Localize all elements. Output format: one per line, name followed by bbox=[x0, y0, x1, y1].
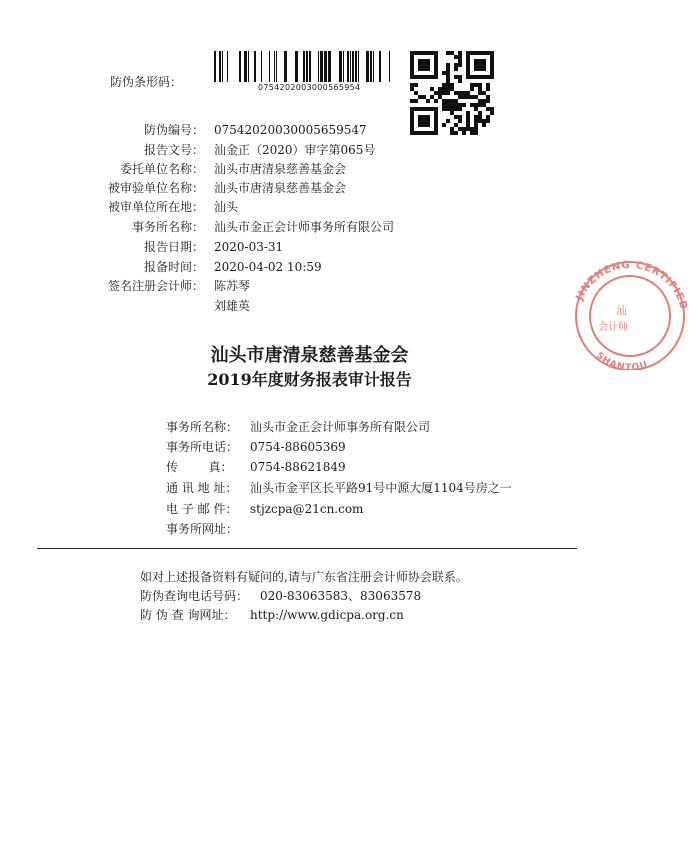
qr-module bbox=[430, 75, 434, 79]
qr-module bbox=[470, 131, 474, 135]
qr-module bbox=[410, 55, 414, 59]
qr-module bbox=[458, 115, 462, 119]
info-value-report-date: 2020-03-31 bbox=[214, 240, 284, 254]
qr-module bbox=[442, 123, 446, 127]
barcode-bar bbox=[295, 51, 298, 82]
qr-module bbox=[490, 55, 494, 59]
qr-module bbox=[458, 95, 462, 99]
qr-module bbox=[410, 131, 414, 135]
qr-module bbox=[434, 51, 438, 55]
info-value-audited-entity: 汕头市唐清泉慈善基金会 bbox=[214, 181, 347, 195]
qr-module bbox=[430, 51, 434, 55]
qr-module bbox=[434, 127, 438, 131]
qr-module bbox=[422, 67, 426, 71]
qr-module bbox=[482, 67, 486, 71]
barcode-bar bbox=[366, 51, 369, 82]
qr-module bbox=[426, 75, 430, 79]
qr-module bbox=[458, 75, 462, 79]
qr-module bbox=[426, 63, 430, 67]
qr-module bbox=[410, 51, 414, 55]
qr-module bbox=[454, 131, 458, 135]
qr-module bbox=[466, 111, 470, 115]
qr-module bbox=[478, 59, 482, 63]
qr-module bbox=[450, 107, 454, 111]
qr-module bbox=[418, 59, 422, 63]
firm-label-website: 事务所网址： bbox=[166, 522, 239, 536]
barcode-bar bbox=[328, 51, 331, 82]
qr-module bbox=[486, 99, 490, 103]
qr-module bbox=[418, 67, 422, 71]
qr-module bbox=[458, 107, 462, 111]
qr-module bbox=[414, 99, 418, 103]
qr-module bbox=[422, 115, 426, 119]
qr-module bbox=[430, 87, 434, 91]
qr-module bbox=[430, 107, 434, 111]
qr-module bbox=[434, 119, 438, 123]
barcode-bar bbox=[370, 51, 372, 82]
barcode-bar bbox=[352, 51, 354, 82]
info-label-audited-entity: 被审验单位名称： bbox=[107, 181, 204, 195]
barcode-bar bbox=[261, 51, 262, 82]
qr-module bbox=[474, 131, 478, 135]
info-value-anti-fake-number: 07542020030005659547 bbox=[214, 123, 367, 137]
qr-module bbox=[418, 115, 422, 119]
qr-module bbox=[474, 51, 478, 55]
qr-module bbox=[458, 127, 462, 131]
qr-module bbox=[442, 83, 446, 87]
qr-module bbox=[410, 87, 414, 91]
qr-module bbox=[446, 91, 450, 95]
qr-module bbox=[434, 75, 438, 79]
qr-module bbox=[426, 115, 430, 119]
qr-module bbox=[478, 91, 482, 95]
qr-module bbox=[482, 91, 486, 95]
qr-module bbox=[426, 99, 430, 103]
qr-module bbox=[422, 51, 426, 55]
qr-module bbox=[490, 111, 494, 115]
qr-module bbox=[462, 103, 466, 107]
qr-module bbox=[434, 99, 438, 103]
qr-module bbox=[434, 131, 438, 135]
qr-module bbox=[466, 55, 470, 59]
info-label-report-number: 报告文号： bbox=[143, 143, 204, 157]
qr-module bbox=[490, 59, 494, 63]
qr-module bbox=[458, 119, 462, 123]
info-value-report-number: 汕金正（2020）审字第065号 bbox=[214, 143, 376, 157]
qr-module bbox=[418, 131, 422, 135]
barcode-bar bbox=[343, 51, 344, 82]
qr-module bbox=[478, 51, 482, 55]
qr-module bbox=[474, 107, 478, 111]
qr-module bbox=[422, 119, 426, 123]
firm-label-email: 电 子 邮 件： bbox=[166, 502, 238, 516]
qr-module bbox=[474, 63, 478, 67]
qr-module bbox=[438, 87, 442, 91]
qr-module bbox=[478, 115, 482, 119]
barcode-bar bbox=[222, 51, 223, 82]
qr-module bbox=[474, 67, 478, 71]
qr-module bbox=[426, 67, 430, 71]
qr-module bbox=[458, 63, 462, 67]
stamp-arc-text: JINZHENG CERTIFIED bbox=[574, 260, 690, 312]
qr-module bbox=[462, 131, 466, 135]
qr-module bbox=[478, 63, 482, 67]
seal-stamp bbox=[560, 260, 690, 370]
qr-module bbox=[470, 87, 474, 91]
info-value-signing-cpa-1: 陈苏琴 bbox=[214, 279, 251, 293]
qr-module bbox=[454, 55, 458, 59]
section-divider bbox=[37, 548, 577, 549]
qr-module bbox=[462, 95, 466, 99]
info-value-entity-location: 汕头 bbox=[214, 200, 239, 214]
qr-module bbox=[458, 91, 462, 95]
qr-module bbox=[466, 119, 470, 123]
firm-label-phone: 事务所电话： bbox=[166, 440, 239, 454]
qr-module bbox=[446, 63, 450, 67]
qr-module bbox=[466, 71, 470, 75]
barcode-bar bbox=[306, 51, 308, 82]
barcode-bar bbox=[350, 51, 351, 82]
qr-module bbox=[454, 75, 458, 79]
qr-module bbox=[474, 115, 478, 119]
qr-module bbox=[430, 95, 434, 99]
qr-module bbox=[418, 107, 422, 111]
qr-module bbox=[466, 95, 470, 99]
qr-module bbox=[442, 107, 446, 111]
qr-module bbox=[410, 127, 414, 131]
info-label-entity-location: 被审单位所在地： bbox=[107, 200, 204, 214]
qr-module bbox=[466, 75, 470, 79]
barcode-label: 防伪条形码： bbox=[110, 75, 183, 89]
qr-module bbox=[442, 71, 446, 75]
qr-module bbox=[422, 107, 426, 111]
info-label-report-date: 报告日期： bbox=[143, 240, 204, 254]
qr-module bbox=[410, 99, 414, 103]
info-value-client-name: 汕头市唐清泉慈善基金会 bbox=[214, 162, 347, 176]
firm-value-phone: 0754-88605369 bbox=[250, 440, 346, 454]
barcode-bar bbox=[269, 51, 270, 82]
qr-module bbox=[414, 51, 418, 55]
qr-module bbox=[482, 51, 486, 55]
qr-module bbox=[418, 75, 422, 79]
barcode-bar bbox=[284, 51, 287, 82]
barcode-bar bbox=[347, 51, 349, 82]
info-label-signing-cpa: 签名注册会计师： bbox=[107, 279, 204, 293]
qr-module bbox=[454, 63, 458, 67]
barcode-bar bbox=[254, 51, 256, 82]
qr-module bbox=[490, 67, 494, 71]
barcode-bar bbox=[239, 51, 241, 82]
qr-module bbox=[466, 67, 470, 71]
qr-module bbox=[486, 95, 490, 99]
qr-module bbox=[486, 119, 490, 123]
qr-module bbox=[438, 95, 442, 99]
qr-module bbox=[486, 83, 490, 87]
qr-module bbox=[482, 59, 486, 63]
stamp-top-text: 汕 bbox=[616, 304, 627, 317]
qr-module bbox=[434, 71, 438, 75]
qr-module bbox=[478, 99, 482, 103]
firm-value-name: 汕头市金正会计师事务所有限公司 bbox=[250, 420, 431, 434]
qr-module bbox=[470, 103, 474, 107]
info-label-client-name: 委托单位名称： bbox=[119, 162, 204, 176]
qr-module bbox=[438, 91, 442, 95]
barcode-number: 0754202003000565954 bbox=[258, 83, 361, 92]
barcode-bar bbox=[214, 51, 216, 82]
info-value-filing-time: 2020-04-02 10:59 bbox=[214, 260, 322, 274]
stamp-mid-text: 会计师 bbox=[598, 322, 628, 333]
qr-module bbox=[410, 67, 414, 71]
footer-phone-label: 防伪查询电话号码： bbox=[140, 589, 249, 603]
qr-module bbox=[446, 67, 450, 71]
qr-module bbox=[434, 123, 438, 127]
qr-module bbox=[422, 95, 426, 99]
qr-module bbox=[478, 111, 482, 115]
firm-label-name: 事务所名称： bbox=[166, 420, 239, 434]
qr-module bbox=[410, 59, 414, 63]
qr-module bbox=[478, 103, 482, 107]
qr-module bbox=[410, 63, 414, 67]
qr-module bbox=[434, 115, 438, 119]
qr-module bbox=[490, 75, 494, 79]
qr-module bbox=[418, 119, 422, 123]
qr-code-image bbox=[410, 51, 494, 135]
qr-module bbox=[450, 87, 454, 91]
footer-phone-value: 020-83063583、83063578 bbox=[260, 589, 422, 603]
qr-module bbox=[430, 131, 434, 135]
qr-module bbox=[446, 71, 450, 75]
qr-module bbox=[486, 75, 490, 79]
qr-module bbox=[450, 51, 454, 55]
qr-module bbox=[474, 119, 478, 123]
barcode-bar bbox=[358, 51, 359, 82]
barcode-bar bbox=[244, 51, 247, 82]
qr-module bbox=[478, 87, 482, 91]
qr-module bbox=[486, 87, 490, 91]
qr-module bbox=[422, 131, 426, 135]
qr-module bbox=[410, 111, 414, 115]
qr-module bbox=[474, 95, 478, 99]
barcode-bar bbox=[219, 51, 221, 82]
qr-module bbox=[474, 127, 478, 131]
qr-module bbox=[470, 95, 474, 99]
qr-module bbox=[410, 107, 414, 111]
qr-module bbox=[434, 55, 438, 59]
qr-module bbox=[446, 51, 450, 55]
qr-module bbox=[482, 99, 486, 103]
firm-value-fax: 0754-88621849 bbox=[250, 460, 346, 474]
qr-module bbox=[470, 127, 474, 131]
qr-module bbox=[466, 63, 470, 67]
qr-module bbox=[434, 111, 438, 115]
qr-module bbox=[446, 99, 450, 103]
qr-module bbox=[450, 103, 454, 107]
qr-module bbox=[426, 119, 430, 123]
qr-module bbox=[422, 75, 426, 79]
barcode-bar bbox=[303, 51, 305, 82]
qr-module bbox=[490, 107, 494, 111]
barcode-image bbox=[212, 51, 400, 83]
qr-module bbox=[482, 119, 486, 123]
qr-module bbox=[490, 63, 494, 67]
barcode-bar bbox=[339, 51, 342, 82]
qr-module bbox=[470, 83, 474, 87]
qr-module bbox=[426, 51, 430, 55]
qr-module bbox=[470, 75, 474, 79]
qr-module bbox=[434, 67, 438, 71]
info-label-firm-name: 事务所名称： bbox=[131, 220, 204, 234]
document-subtitle: 2019年度财务报表审计报告 bbox=[207, 370, 412, 389]
firm-label-fax: 传 真： bbox=[166, 460, 233, 474]
qr-module bbox=[482, 75, 486, 79]
qr-module bbox=[418, 123, 422, 127]
qr-module bbox=[414, 131, 418, 135]
qr-module bbox=[454, 103, 458, 107]
qr-module bbox=[434, 59, 438, 63]
qr-module bbox=[490, 71, 494, 75]
qr-module bbox=[450, 111, 454, 115]
qr-module bbox=[486, 51, 490, 55]
qr-module bbox=[410, 123, 414, 127]
qr-module bbox=[446, 83, 450, 87]
qr-module bbox=[478, 75, 482, 79]
qr-module bbox=[458, 55, 462, 59]
qr-module bbox=[454, 67, 458, 71]
qr-module bbox=[482, 63, 486, 67]
qr-module bbox=[478, 83, 482, 87]
qr-module bbox=[482, 123, 486, 127]
stamp-arc-bottom-text: SHANTOU bbox=[594, 350, 650, 370]
firm-value-email: stjzcpa@21cn.com bbox=[250, 502, 364, 516]
qr-module bbox=[414, 107, 418, 111]
qr-module bbox=[458, 51, 462, 55]
qr-module bbox=[446, 103, 450, 107]
footer-web-label: 防 伪 查 询网址： bbox=[140, 608, 236, 622]
qr-module bbox=[442, 87, 446, 91]
qr-module bbox=[434, 91, 438, 95]
qr-module bbox=[474, 103, 478, 107]
qr-module bbox=[418, 51, 422, 55]
qr-module bbox=[466, 127, 470, 131]
barcode-bar bbox=[320, 51, 323, 82]
qr-module bbox=[446, 87, 450, 91]
qr-module bbox=[442, 103, 446, 107]
qr-module bbox=[478, 67, 482, 71]
qr-module bbox=[446, 79, 450, 83]
qr-module bbox=[454, 107, 458, 111]
barcode-bar bbox=[248, 51, 249, 82]
qr-module bbox=[418, 95, 422, 99]
qr-module bbox=[410, 71, 414, 75]
barcode-bar bbox=[355, 51, 357, 82]
barcode-bar bbox=[324, 51, 327, 82]
qr-module bbox=[474, 83, 478, 87]
qr-module bbox=[450, 127, 454, 131]
qr-module bbox=[486, 107, 490, 111]
qr-module bbox=[454, 99, 458, 103]
qr-module bbox=[466, 51, 470, 55]
qr-module bbox=[414, 83, 418, 87]
qr-module bbox=[462, 91, 466, 95]
qr-module bbox=[422, 123, 426, 127]
qr-module bbox=[454, 123, 458, 127]
barcode-bar bbox=[309, 51, 311, 82]
info-label-anti-fake-number: 防伪编号： bbox=[143, 123, 204, 137]
qr-module bbox=[454, 115, 458, 119]
qr-module bbox=[434, 107, 438, 111]
qr-module bbox=[410, 119, 414, 123]
qr-module bbox=[442, 91, 446, 95]
qr-module bbox=[434, 63, 438, 67]
firm-value-address: 汕头市金平区长平路91号中源大厦1104号房之一 bbox=[250, 481, 512, 495]
qr-module bbox=[446, 107, 450, 111]
qr-module bbox=[458, 79, 462, 83]
qr-module bbox=[474, 75, 478, 79]
footer-web-value: http://www.gdicpa.org.cn bbox=[250, 608, 404, 622]
qr-module bbox=[458, 103, 462, 107]
qr-module bbox=[426, 59, 430, 63]
qr-module bbox=[458, 59, 462, 63]
qr-module bbox=[482, 103, 486, 107]
qr-module bbox=[450, 83, 454, 87]
footer-notice: 如对上述报备资料有疑问的,请与广东省注册会计师协会联系。 bbox=[140, 570, 468, 584]
qr-module bbox=[466, 115, 470, 119]
firm-label-address: 通 讯 地 址： bbox=[166, 481, 238, 495]
barcode-bar bbox=[274, 51, 275, 82]
info-value-firm-name: 汕头市金正会计师事务所有限公司 bbox=[214, 220, 395, 234]
qr-module bbox=[474, 123, 478, 127]
qr-module bbox=[426, 123, 430, 127]
info-value-signing-cpa-2: 刘雄英 bbox=[214, 299, 251, 313]
qr-module bbox=[410, 75, 414, 79]
qr-module bbox=[426, 107, 430, 111]
qr-module bbox=[426, 131, 430, 135]
qr-module bbox=[414, 91, 418, 95]
barcode-bar bbox=[227, 51, 228, 82]
qr-module bbox=[462, 127, 466, 131]
barcode-bar bbox=[318, 51, 319, 82]
qr-module bbox=[410, 115, 414, 119]
qr-module bbox=[418, 63, 422, 67]
qr-module bbox=[490, 51, 494, 55]
barcode-bar bbox=[389, 51, 390, 82]
info-label-filing-time: 报备时间： bbox=[143, 260, 204, 274]
qr-module bbox=[466, 123, 470, 127]
qr-module bbox=[450, 131, 454, 135]
barcode-bar bbox=[276, 51, 277, 82]
qr-module bbox=[446, 75, 450, 79]
qr-module bbox=[422, 59, 426, 63]
qr-module bbox=[454, 91, 458, 95]
qr-module bbox=[466, 59, 470, 63]
barcode-bar bbox=[379, 51, 381, 82]
qr-module bbox=[474, 59, 478, 63]
qr-module bbox=[446, 119, 450, 123]
qr-module bbox=[478, 119, 482, 123]
barcode-bar bbox=[373, 51, 374, 82]
qr-module bbox=[466, 91, 470, 95]
qr-module bbox=[470, 51, 474, 55]
qr-module bbox=[422, 63, 426, 67]
qr-module bbox=[450, 99, 454, 103]
qr-module bbox=[410, 83, 414, 87]
document-title: 汕头市唐清泉慈善基金会 bbox=[210, 345, 409, 366]
qr-module bbox=[486, 115, 490, 119]
qr-module bbox=[442, 99, 446, 103]
qr-module bbox=[414, 75, 418, 79]
